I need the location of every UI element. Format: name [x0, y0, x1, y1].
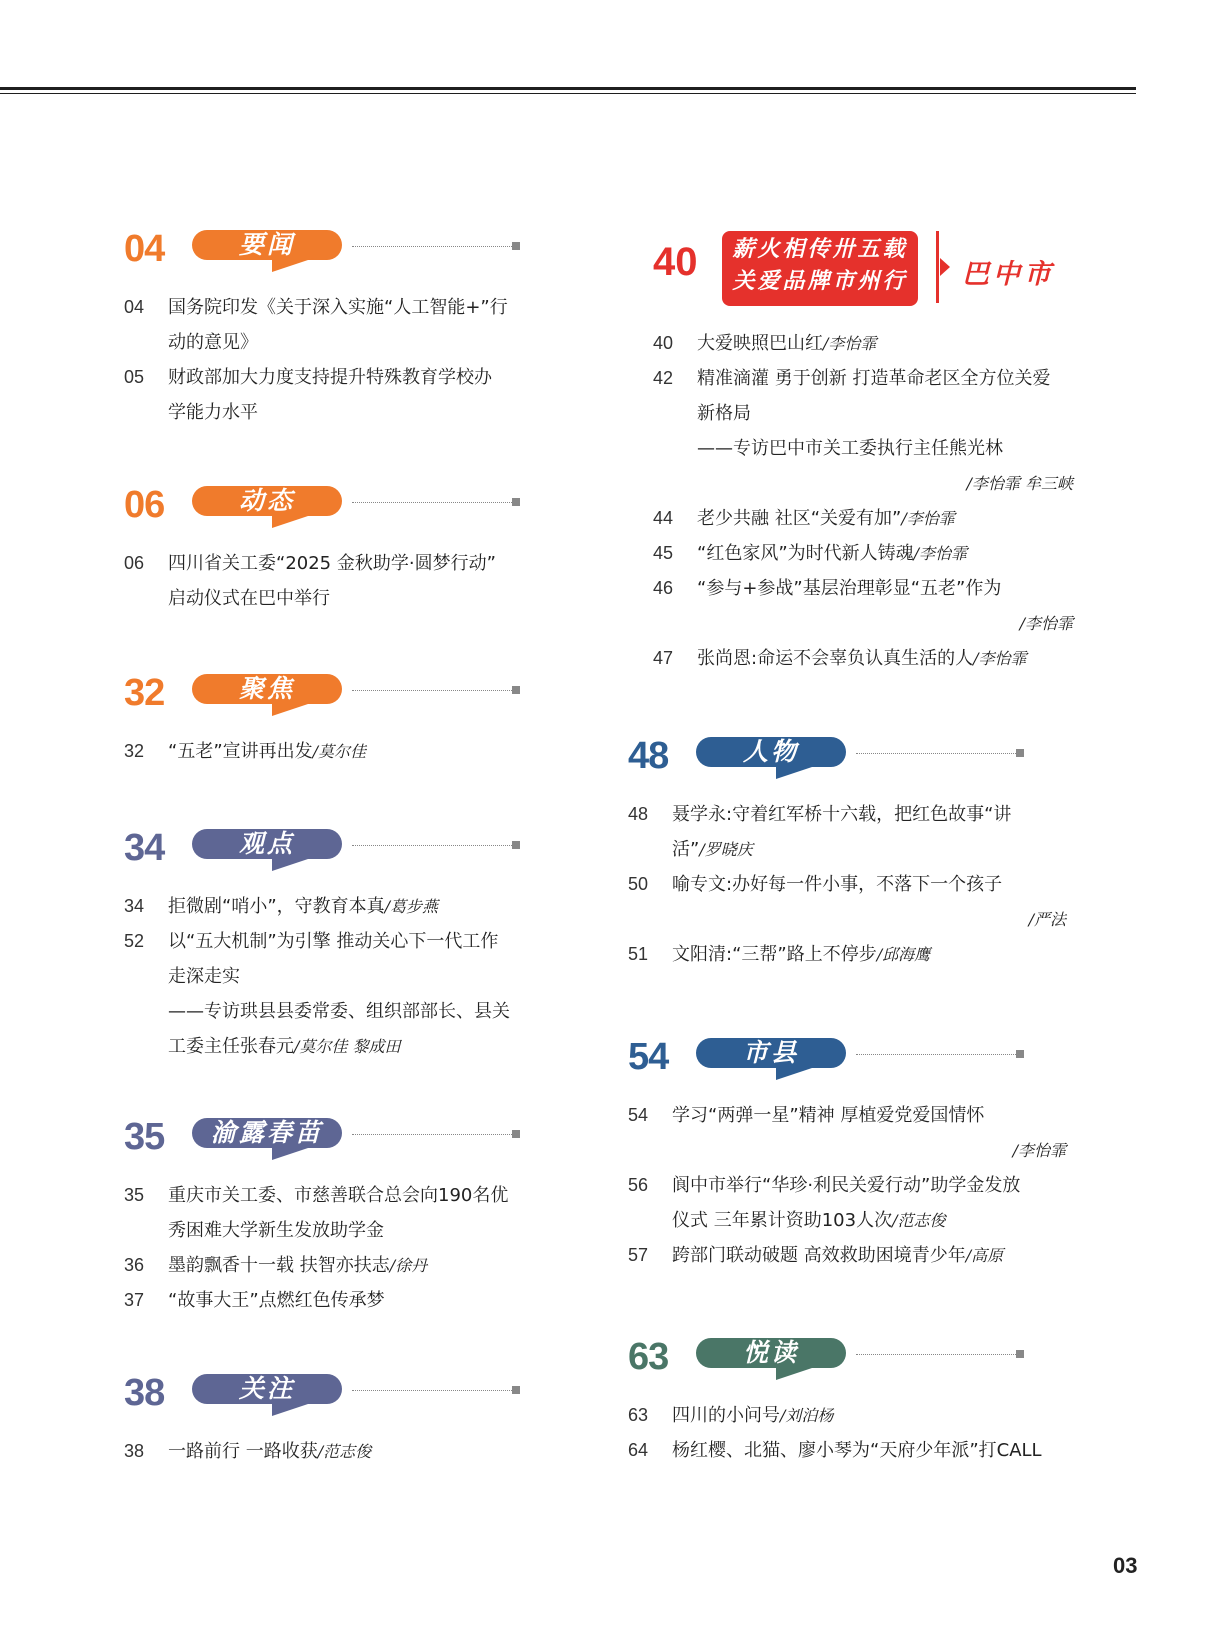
section-dotted-line	[352, 246, 512, 247]
section-dotted-line	[856, 1054, 1016, 1055]
toc-item-line	[697, 571, 1073, 606]
toc-item-line-text: 学能力水平	[168, 402, 258, 423]
toc-item[interactable]	[124, 1248, 544, 1283]
toc-item[interactable]	[628, 1433, 1066, 1468]
section-items	[124, 1178, 544, 1318]
toc-item-line-text: 秀困难大学新生发放助学金	[168, 1220, 384, 1241]
toc-item-page: 35	[124, 1185, 145, 1205]
section-tag: 市县	[696, 1038, 846, 1068]
toc-item-title	[697, 501, 1073, 536]
toc-item-title	[168, 290, 544, 360]
toc-item-author: /莫尔佳	[312, 742, 367, 761]
toc-item-line	[697, 536, 1073, 571]
top-rule-thick	[0, 87, 1136, 90]
section-tag: 动态	[192, 486, 342, 516]
section-tag: 关注	[192, 1374, 342, 1404]
toc-item-title	[672, 1168, 1066, 1238]
toc-item-line	[168, 889, 544, 924]
toc-item-author: /李怡霏	[1019, 614, 1073, 633]
toc-item[interactable]	[124, 360, 544, 430]
toc-item-line	[672, 1398, 1066, 1433]
toc-item-page: 04	[124, 297, 145, 317]
toc-item-title	[168, 734, 544, 769]
toc-item-line-text: 新格局	[697, 403, 751, 424]
toc-item[interactable]	[124, 889, 544, 924]
section-items	[124, 734, 544, 769]
toc-item-author: /李怡霏	[973, 649, 1027, 668]
page-number: 03	[1113, 1553, 1138, 1578]
toc-item-title	[672, 1433, 1066, 1468]
toc-item-line-text: 启动仪式在巴中举行	[168, 588, 330, 609]
toc-item-line-text: 一路前行 一路收获	[168, 1441, 318, 1462]
toc-item-page: 47	[653, 648, 674, 668]
section-items	[628, 1398, 1066, 1468]
toc-item[interactable]	[124, 1178, 544, 1248]
toc-item-line	[697, 396, 1073, 431]
toc-item-line-text: ——专访巴中市关工委执行主任熊光林	[697, 438, 1003, 459]
toc-item-line	[672, 1433, 1066, 1468]
section-number[interactable]: 54	[628, 1036, 669, 1078]
toc-item-line-text: 大爱映照巴山红	[697, 333, 823, 354]
section-items	[124, 290, 544, 430]
toc-item-page: 56	[628, 1175, 649, 1195]
toc-item-page: 45	[653, 543, 674, 563]
section-number[interactable]: 48	[628, 735, 669, 777]
toc-item-page: 37	[124, 1290, 145, 1310]
section-header	[124, 666, 544, 724]
toc-item-page: 63	[628, 1405, 649, 1425]
toc-item-author: /莫尔佳 黎成田	[294, 1037, 401, 1056]
toc-item[interactable]	[124, 546, 544, 616]
toc-item-line-text: 动的意见》	[168, 332, 258, 353]
toc-item[interactable]	[653, 501, 1073, 536]
section-tag: 聚焦	[192, 674, 342, 704]
toc-item[interactable]	[628, 1098, 1066, 1168]
toc-item-line	[672, 937, 1066, 972]
section-square-icon	[1016, 749, 1024, 757]
toc-item-title	[168, 1178, 544, 1248]
toc-item-author: /范志俊	[317, 1442, 372, 1461]
section-header	[124, 222, 544, 280]
section-square-icon	[512, 242, 520, 250]
section-square-icon	[512, 1386, 520, 1394]
section-tag: 人物	[696, 737, 846, 767]
toc-item-title	[168, 546, 544, 616]
toc-item-page: 51	[628, 944, 649, 964]
toc-item-line-text: 精准滴灌 勇于创新 打造革命老区全方位关爱	[697, 368, 1051, 389]
toc-item[interactable]	[628, 867, 1066, 937]
feature-title-box	[722, 231, 918, 306]
toc-item-page: 57	[628, 1245, 649, 1265]
toc-item[interactable]	[124, 734, 544, 769]
toc-section	[124, 478, 544, 616]
feature-divider	[936, 231, 939, 303]
section-number[interactable]: 06	[124, 484, 165, 526]
toc-item-page: 38	[124, 1441, 145, 1461]
toc-item-line-text: “五老”宣讲再出发	[168, 741, 313, 762]
toc-item-line-text: 走深走实	[168, 966, 240, 987]
section-items	[124, 546, 544, 616]
section-number[interactable]: 63	[628, 1336, 669, 1378]
toc-item-title	[697, 641, 1073, 676]
toc-item-line-text: 文阳清:“三帮”路上不停步	[672, 944, 877, 965]
toc-item-line	[672, 1168, 1066, 1203]
feature-arrow-icon	[940, 258, 950, 276]
section-dotted-line	[352, 502, 512, 503]
toc-section	[124, 222, 544, 430]
toc-section	[124, 821, 544, 1064]
toc-item-line	[672, 1238, 1066, 1273]
toc-section	[124, 666, 544, 769]
toc-item[interactable]	[628, 1398, 1066, 1433]
toc-item[interactable]	[124, 290, 544, 360]
section-items	[628, 1098, 1066, 1273]
toc-section	[124, 1366, 544, 1469]
toc-item-author: /葛步燕	[384, 897, 439, 916]
toc-item[interactable]	[124, 1283, 544, 1318]
toc-item-page: 06	[124, 553, 145, 573]
toc-item-line	[697, 361, 1073, 396]
toc-item-line	[168, 546, 544, 581]
toc-item-title	[672, 1098, 1066, 1168]
section-header	[124, 478, 544, 536]
toc-item[interactable]	[124, 924, 544, 1064]
toc-item[interactable]	[628, 937, 1066, 972]
toc-item-line	[168, 1283, 544, 1318]
toc-item-line	[168, 734, 544, 769]
toc-item-line	[672, 1098, 1066, 1133]
toc-item-line-text: 以“五大机制”为引擎 推动关心下一代工作	[168, 931, 499, 952]
section-header	[628, 1030, 1066, 1088]
toc-item-title	[697, 326, 1073, 361]
toc-section	[124, 1110, 544, 1318]
toc-item-line-text: 学习“两弹一星”精神 厚植爱党爱国情怀	[672, 1105, 985, 1126]
toc-section	[628, 1330, 1066, 1468]
toc-item-line	[168, 1178, 544, 1213]
toc-item[interactable]	[653, 536, 1073, 571]
toc-item-title	[672, 797, 1066, 867]
section-number[interactable]: 32	[124, 672, 165, 714]
toc-item-line-text: 聂学永:守着红军桥十六载，把红色故事“讲	[672, 804, 1012, 825]
toc-item-line	[672, 867, 1066, 902]
toc-item-page: 32	[124, 741, 145, 761]
toc-item-page: 36	[124, 1255, 145, 1275]
toc-item-line-text: “故事大王”点燃红色传承梦	[168, 1290, 385, 1311]
toc-item-title	[672, 937, 1066, 972]
toc-item-title	[672, 867, 1066, 937]
section-square-icon	[512, 686, 520, 694]
toc-item-title	[672, 1398, 1066, 1433]
toc-item-title	[672, 1238, 1066, 1273]
toc-section	[628, 1030, 1066, 1273]
top-rule-thin	[0, 93, 1136, 94]
toc-item-line-text: 跨部门联动破题 高效救助困境青少年	[672, 1245, 966, 1266]
feature-city: 巴中市	[962, 259, 1055, 290]
toc-item-line	[168, 360, 544, 395]
feature-items	[653, 326, 1073, 676]
toc-item-line	[672, 797, 1066, 832]
toc-item-line-text: “红色家风”为时代新人铸魂	[697, 543, 914, 564]
toc-item-line	[168, 395, 544, 430]
feature-number[interactable]: 40	[653, 240, 698, 284]
section-square-icon	[512, 1130, 520, 1138]
toc-item-line-text: 四川省关工委“2025 金秋助学·圆梦行动”	[168, 553, 496, 574]
toc-item[interactable]	[653, 571, 1073, 641]
section-number[interactable]: 04	[124, 228, 165, 270]
toc-item-line	[672, 832, 1066, 867]
toc-item-line	[168, 924, 544, 959]
toc-item-line	[168, 290, 544, 325]
section-tag: 观点	[192, 829, 342, 859]
toc-item-line	[697, 326, 1073, 361]
section-number[interactable]: 38	[124, 1372, 165, 1414]
section-dotted-line	[352, 690, 512, 691]
toc-item-page: 42	[653, 368, 674, 388]
toc-item-page: 64	[628, 1440, 649, 1460]
section-items	[124, 1434, 544, 1469]
section-dotted-line	[856, 753, 1016, 754]
toc-item-title	[697, 536, 1073, 571]
toc-item-line-text: 老少共融 社区“关爱有加”	[697, 508, 902, 529]
toc-item-title	[168, 924, 544, 1064]
toc-item-author: /邱海鹰	[876, 945, 931, 964]
toc-item-line-text: ——专访珙县县委常委、组织部部长、县关	[168, 1001, 510, 1022]
section-dotted-line	[856, 1354, 1016, 1355]
toc-item-author: /李怡霏	[901, 509, 955, 528]
toc-item-line-text: 国务院印发《关于深入实施“人工智能+”行	[168, 297, 508, 318]
toc-item[interactable]	[653, 326, 1073, 361]
section-items	[628, 797, 1066, 972]
toc-item-line-text: 张尚恩:命运不会辜负认真生活的人	[697, 648, 974, 669]
toc-item-line-text: 喻专文:办好每一件小事，不落下一个孩子	[672, 874, 1003, 895]
toc-item-line-text: 工委主任张春元	[168, 1036, 294, 1057]
toc-item-page: 46	[653, 578, 674, 598]
toc-item-title	[168, 1283, 544, 1318]
section-square-icon	[512, 841, 520, 849]
toc-item-author: /李怡霏	[1012, 1141, 1066, 1160]
toc-item[interactable]	[653, 641, 1073, 676]
toc-item-title	[168, 889, 544, 924]
toc-item-line	[697, 501, 1073, 536]
toc-item-page: 05	[124, 367, 145, 387]
section-tag: 要闻	[192, 230, 342, 260]
section-header	[628, 729, 1066, 787]
toc-item[interactable]	[653, 361, 1073, 501]
toc-item-line-text: 重庆市关工委、市慈善联合总会向190名优	[168, 1185, 509, 1206]
toc-item-author: /严法	[1028, 910, 1066, 929]
toc-item-line	[697, 641, 1073, 676]
toc-item-line	[168, 325, 544, 360]
toc-item-author: /范志俊	[892, 1211, 946, 1230]
toc-item-page: 50	[628, 874, 649, 894]
toc-item[interactable]	[628, 1238, 1066, 1273]
toc-item-line-text: 拒微剧“哨小”，守教育本真	[168, 896, 385, 917]
toc-item-author: /罗晓庆	[699, 840, 753, 859]
toc-item-line-text: 财政部加大力度支持提升特殊教育学校办	[168, 367, 492, 388]
toc-item-title	[168, 360, 544, 430]
section-number[interactable]: 34	[124, 827, 165, 869]
toc-item[interactable]	[124, 1434, 544, 1469]
toc-item-page: 54	[628, 1105, 649, 1125]
section-number[interactable]: 35	[124, 1116, 165, 1158]
toc-item-line	[168, 1029, 544, 1064]
toc-item-line	[168, 994, 544, 1029]
section-square-icon	[1016, 1350, 1024, 1358]
toc-item-page: 34	[124, 896, 145, 916]
toc-item-title	[697, 571, 1073, 641]
section-square-icon	[1016, 1050, 1024, 1058]
toc-item[interactable]	[628, 1168, 1066, 1238]
toc-item-title	[697, 361, 1073, 501]
section-tag: 渝露春苗	[192, 1118, 342, 1148]
toc-item-line-text: 四川的小问号	[672, 1405, 780, 1426]
toc-item-title	[168, 1248, 544, 1283]
toc-item-author: /李怡霏 牟三峡	[966, 474, 1073, 493]
toc-item-page: 48	[628, 804, 649, 824]
section-tag: 悦读	[696, 1338, 846, 1368]
toc-item-author: /李怡霏	[913, 544, 968, 563]
section-header	[628, 1330, 1066, 1388]
toc-item-line	[168, 581, 544, 616]
toc-item-line	[168, 1248, 544, 1283]
toc-item-line-text: 仪式 三年累计资助103人次	[672, 1210, 893, 1231]
feature-title-line2: 关爱品牌市州行	[732, 269, 908, 294]
section-header	[124, 821, 544, 879]
toc-item-line	[697, 431, 1073, 466]
toc-item-page: 52	[124, 931, 145, 951]
toc-item-line-text: 阆中市举行“华珍·利民关爱行动”助学金发放	[672, 1175, 1021, 1196]
toc-item-line	[672, 1203, 1066, 1238]
section-header	[124, 1366, 544, 1424]
toc-item-author: /李怡霏	[823, 334, 877, 353]
section-dotted-line	[352, 845, 512, 846]
toc-item-page: 44	[653, 508, 674, 528]
section-items	[124, 889, 544, 1064]
toc-section	[628, 729, 1066, 972]
toc-item-author: /徐丹	[389, 1256, 428, 1275]
section-dotted-line	[352, 1134, 512, 1135]
toc-item-line-text: 杨红樱、北猫、廖小琴为“天府少年派”打CALL	[672, 1440, 1042, 1461]
toc-item-author: /高原	[965, 1246, 1004, 1265]
section-header	[124, 1110, 544, 1168]
section-square-icon	[512, 498, 520, 506]
toc-item-line-text: “参与+参战”基层治理彰显“五老”作为	[697, 578, 1002, 599]
toc-item-line	[168, 959, 544, 994]
toc-item-author: /刘泊杨	[780, 1406, 834, 1425]
section-dotted-line	[352, 1390, 512, 1391]
toc-item-title	[168, 1434, 544, 1469]
toc-item-line-text: 墨韵飘香十一载 扶智亦扶志	[168, 1255, 390, 1276]
toc-item-page: 40	[653, 333, 674, 353]
toc-item[interactable]	[628, 797, 1066, 867]
toc-item-line	[168, 1213, 544, 1248]
toc-item-line-text: 活”	[672, 839, 700, 860]
toc-item-line	[168, 1434, 544, 1469]
feature-title-line1: 薪火相传卅五载	[732, 237, 908, 262]
